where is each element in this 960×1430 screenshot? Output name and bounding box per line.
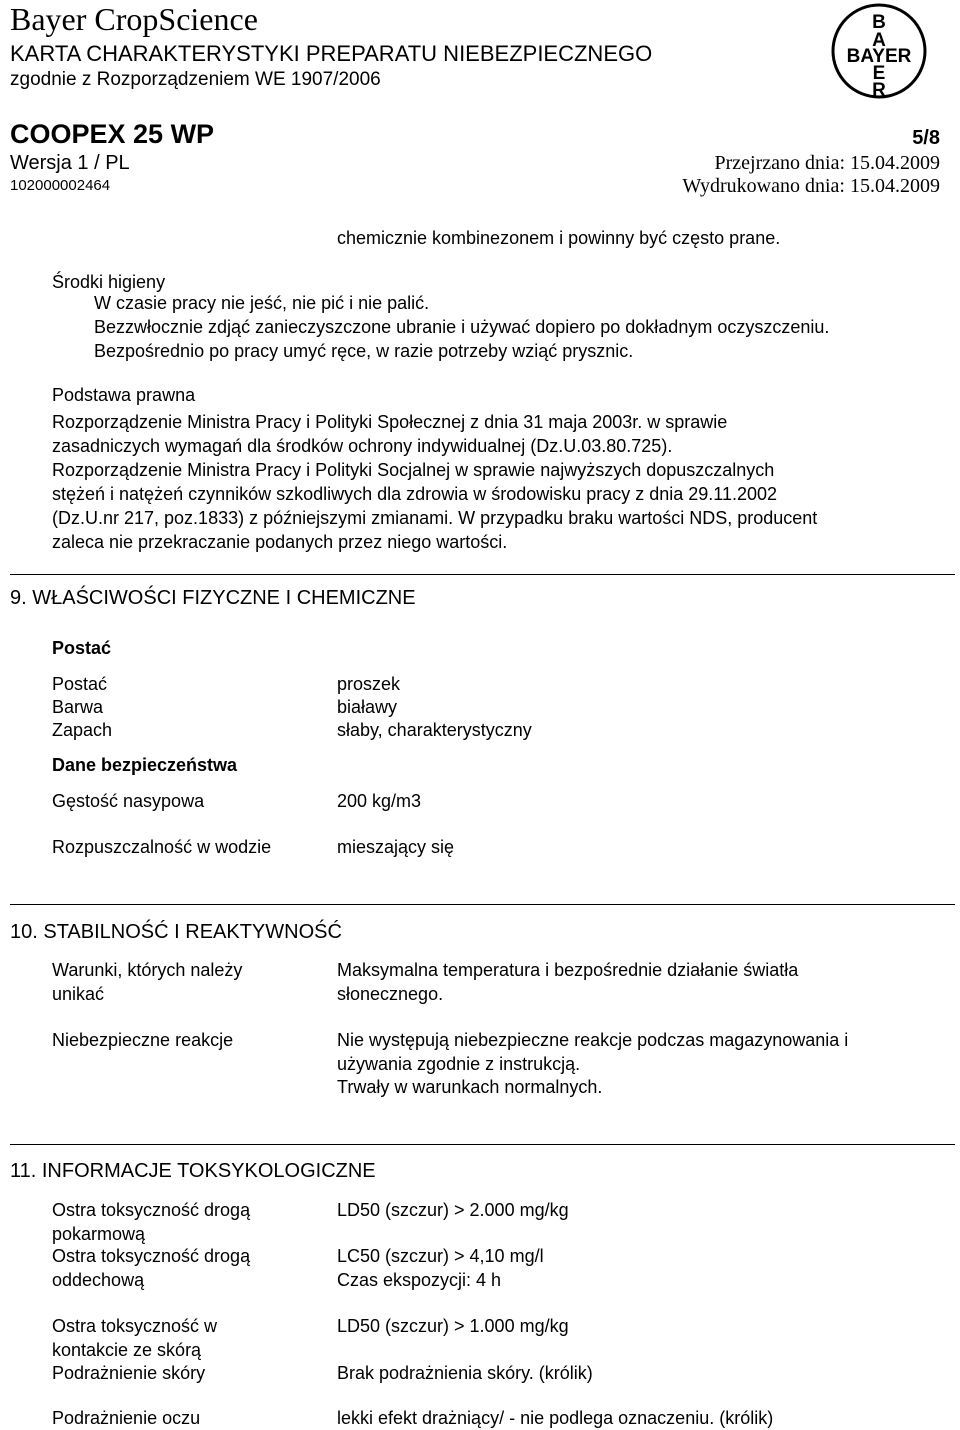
tox-value: LD50 (szczur) > 1.000 mg/kg: [337, 1316, 569, 1336]
legal-line: Rozporządzenie Ministra Pracy i Polityki Socjalnej w sprawie najwyższych dopuszczalnych: [52, 460, 775, 480]
section-divider: [10, 1144, 955, 1145]
regulation-reference: zgodnie z Rozporządzeniem WE 1907/2006: [10, 69, 381, 90]
tox-label: Podrażnienie skóry: [52, 1363, 206, 1383]
property-value: słonecznego.: [337, 984, 444, 1004]
tox-label: Ostra toksyczność w: [52, 1316, 218, 1336]
property-value: mieszający się: [337, 837, 455, 857]
property-value: Maksymalna temperatura i bezpośrednie działanie światła: [337, 960, 799, 980]
tox-label: Ostra toksyczność drogą: [52, 1246, 251, 1266]
property-label: Zapach: [52, 720, 113, 740]
property-label: Postać: [52, 674, 108, 694]
tox-label: pokarmową: [52, 1224, 146, 1244]
logo-letter-e: E: [872, 63, 886, 84]
property-value: 200 kg/m3: [337, 791, 422, 811]
continuation-text: chemicznie kombinezonem i powinny być często prane.: [337, 228, 781, 248]
tox-value: LC50 (szczur) > 4,10 mg/l: [337, 1246, 544, 1266]
version-info: Wersja 1 / PL: [10, 152, 130, 174]
logo-letter-a: A: [872, 30, 886, 51]
property-value: Nie występują niebezpieczne reakcje podczas magazynowania i: [337, 1030, 849, 1050]
legal-line: zasadniczych wymagań dla środków ochrony indywidualnej (Dz.U.03.80.725).: [52, 436, 673, 456]
section-9-subheading: Dane bezpieczeństwa: [52, 755, 238, 775]
section-9-title: 9. WŁAŚCIWOŚCI FIZYCZNE I CHEMICZNE: [10, 587, 416, 609]
property-value: proszek: [337, 674, 401, 694]
tox-label: oddechową: [52, 1270, 145, 1290]
reviewed-date: Przejrzano dnia: 15.04.2009: [714, 152, 940, 174]
bayer-logo: [830, 2, 928, 100]
property-value: białawy: [337, 697, 398, 717]
section-divider: [10, 904, 955, 905]
product-name: COOPEX 25 WP: [10, 119, 215, 149]
logo-word-bayer: BAYER: [846, 46, 912, 67]
material-number: 102000002464: [10, 177, 111, 194]
tox-label: Ostra toksyczność drogą: [52, 1200, 251, 1220]
company-name: Bayer CropScience: [10, 1, 258, 37]
tox-value: Brak podrażnienia skóry. (królik): [337, 1363, 593, 1383]
property-value: używania zgodnie z instrukcją.: [337, 1054, 581, 1074]
section-9-subheading: Postać: [52, 638, 112, 658]
tox-value: lekki efekt drażniący/ - nie podlega oznaczeniu. (królik): [337, 1408, 774, 1428]
property-value: Trwały w warunkach normalnych.: [337, 1077, 603, 1097]
property-label: Gęstość nasypowa: [52, 791, 205, 811]
printed-date: Wydrukowano dnia: 15.04.2009: [682, 175, 940, 197]
legal-title: Podstawa prawna: [52, 385, 196, 405]
property-label: Rozpuszczalność w wodzie: [52, 837, 272, 857]
hygiene-line: W czasie pracy nie jeść, nie pić i nie palić.: [94, 293, 430, 313]
section-divider: [10, 574, 955, 575]
logo-letter-b: B: [872, 12, 886, 33]
property-label: unikać: [52, 984, 105, 1004]
hygiene-title: Środki higieny: [52, 272, 166, 292]
tox-value: LD50 (szczur) > 2.000 mg/kg: [337, 1200, 569, 1220]
hygiene-line: Bezpośrednio po pracy umyć ręce, w razie potrzeby wziąć prysznic.: [94, 341, 634, 361]
legal-line: stężeń i natężeń czynników szkodliwych dla zdrowia w środowisku pracy z dnia 29.11.2002: [52, 484, 778, 504]
hygiene-line: Bezzwłocznie zdjąć zanieczyszczone ubranie i używać dopiero po dokładnym oczyszczeniu.: [94, 317, 830, 337]
tox-label: Podrażnienie oczu: [52, 1408, 201, 1428]
legal-line: zaleca nie przekraczanie podanych przez niego wartości.: [52, 532, 508, 552]
property-label: Barwa: [52, 697, 104, 717]
logo-letter-r: R: [872, 80, 886, 100]
section-11-title: 11. INFORMACJE TOKSYKOLOGICZNE: [10, 1160, 376, 1182]
document-title: KARTA CHARAKTERYSTYKI PREPARATU NIEBEZPIECZNEGO: [10, 41, 653, 66]
tox-label: kontakcie ze skórą: [52, 1340, 202, 1360]
tox-value: Czas ekspozycji: 4 h: [337, 1270, 502, 1290]
legal-line: Rozporządzenie Ministra Pracy i Polityki Społecznej z dnia 31 maja 2003r. w sprawie: [52, 412, 728, 432]
property-value: słaby, charakterystyczny: [337, 720, 532, 740]
section-10-title: 10. STABILNOŚĆ I REAKTYWNOŚĆ: [10, 921, 342, 943]
legal-line: (Dz.U.nr 217, poz.1833) z późniejszymi zmianami. W przypadku braku wartości NDS, producent: [52, 508, 818, 528]
property-label: Niebezpieczne reakcje: [52, 1030, 234, 1050]
property-label: Warunki, których należy: [52, 960, 243, 980]
page-number: 5/8: [912, 127, 940, 149]
